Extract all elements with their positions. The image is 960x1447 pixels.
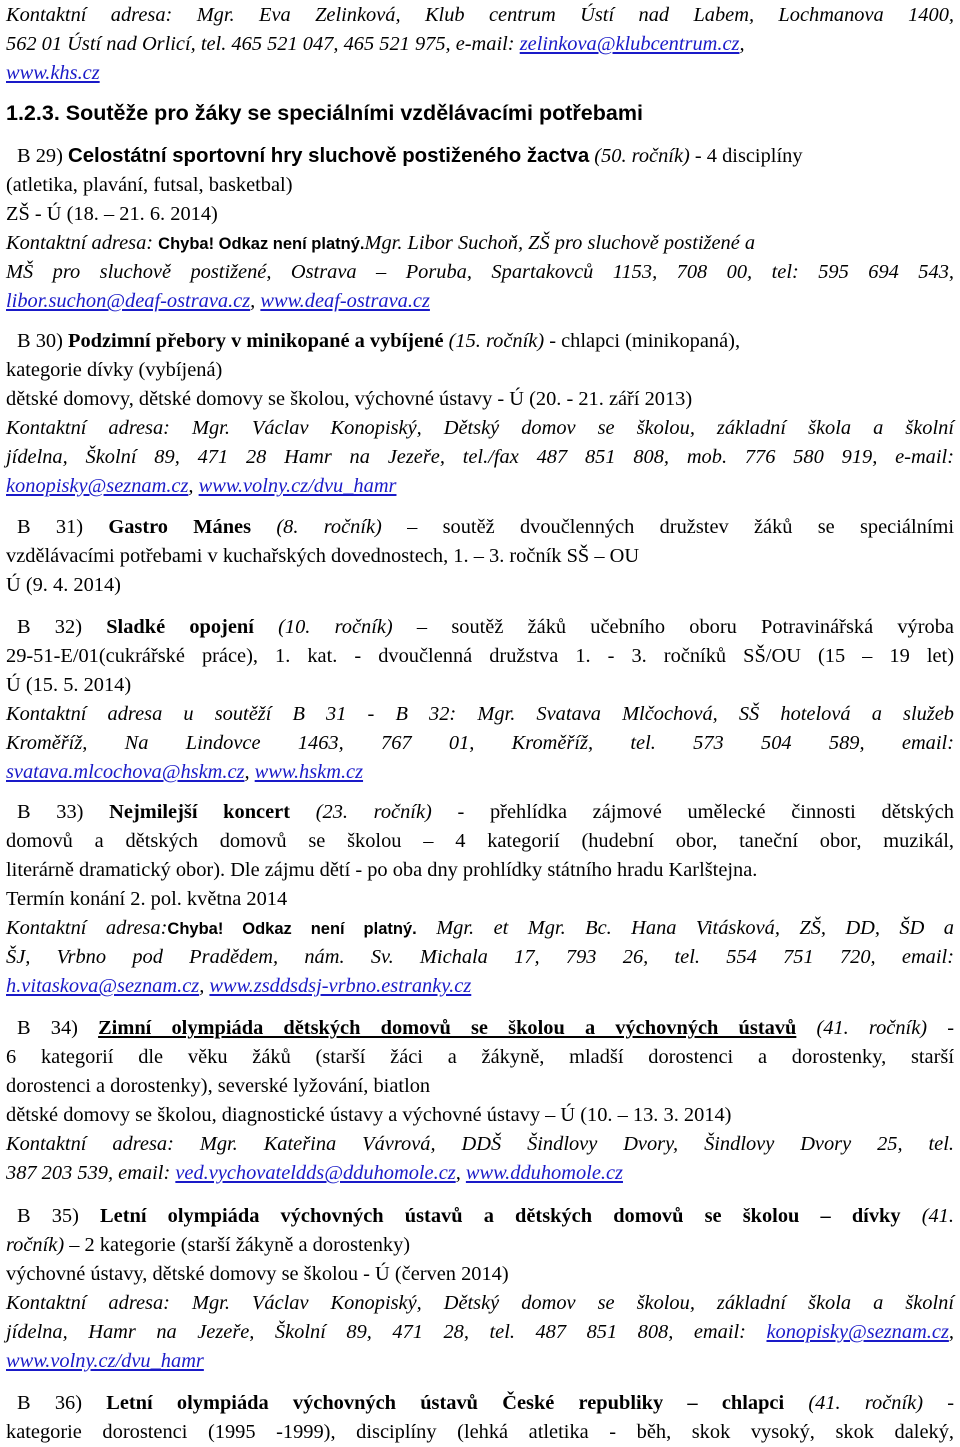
b35-line-2: ročník) – 2 kategorie (starší žákyně a dorostenky) [6,1234,411,1256]
b32-title: Sladké opojení [106,616,254,638]
b29-line-3: ZŠ - Ú (18. – 21. 6. 2014) [6,203,218,225]
top-email-link[interactable]: zelinkova@klubcentrum.cz [519,33,740,55]
b33-web-link[interactable]: www.zsddsdsj-vrbno.estranky.cz [209,975,472,997]
b34-contact-1: Kontaktní adresa: Mgr. Kateřina Vávrová, DDŠ Šindlovy Dvory, Šindlovy Dvory 25, tel. [6,1133,954,1155]
b33-contact-3: h.vitaskova@seznam.cz, www.zsddsdsj-vrbno.estranky.cz [6,975,472,997]
b34-contact-2: 387 203 539, email: ved.vychovateldds@dduhomole.cz, www.dduhomole.cz [6,1162,623,1184]
b34-email-link[interactable]: ved.vychovateldds@dduhomole.cz [175,1162,456,1184]
b31-line-2: vzdělávacími potřebami v kuchařských dovednostech, 1. – 3. ročník SŠ – OU [6,545,640,567]
b35-contact-2: jídelna, Hamr na Jezeře, Školní 89, 471 28, tel. 487 851 808, email: konopisky@seznam.cz, [6,1321,954,1343]
b33-error-text: Chyba! Odkaz není platný. [167,920,417,938]
b32-line-3: Ú (15. 5. 2014) [6,674,132,696]
b36-line-2: kategorie dorostenci (1995 -1999), disciplíny (lehká atletika - běh, skok vysoký, skok daleký, [6,1421,954,1443]
b32-contact-2: Kroměříž, Na Lindovce 1463, 767 01, Kroměříž, tel. 573 504 589, email: [6,732,954,754]
b29-contact-3: libor.suchon@deaf-ostrava.cz, www.deaf-ostrava.cz [6,290,430,312]
section-number: 1.2.3. [6,101,60,125]
b33-contact-1: Kontaktní adresa:Chyba! Odkaz není platný. Mgr. et Mgr. Bc. Hana Vitásková, ZŠ, DD, ŠD a [6,917,954,939]
b30-title: Podzimní přebory v minikopané a vybíjené [67,330,444,352]
b35-line-3: výchovné ústavy, dětské domovy se školou - Ú (červen 2014) [6,1263,509,1285]
b33-contact-2: ŠJ, Vrbno pod Pradědem, nám. Sv. Michala 17, 793 26, tel. 554 751 720, email: [6,946,954,968]
b36-title: Letní olympiáda výchovných ústavů České republiky – chlapci [106,1392,785,1414]
b31-title: Gastro Mánes [108,516,252,538]
b29-contact-2: MŠ pro sluchově postižené, Ostrava – Poruba, Spartakovců 1153, 708 00, tel: 595 694 543, [6,261,954,283]
b29-line-2: (atletika, plavání, futsal, basketbal) [6,174,293,196]
b30-line-3: dětské domovy, dětské domovy se školou, výchovné ústavy - Ú (20. - 21. září 2013) [6,388,693,410]
b36-heading: B 36) Letní olympiáda výchovných ústavů České republiky – chlapci (41. ročník) - [17,1392,954,1414]
b32-email-link[interactable]: svatava.mlcochova@hskm.cz [6,761,245,783]
b29-error-text: Chyba! Odkaz není platný. [158,235,365,253]
section-heading [6,99,954,128]
b33-line-4: Termín konání 2. pol. května 2014 [6,888,288,910]
b30-email-link[interactable]: konopisky@seznam.cz [6,475,189,497]
b33-email-link[interactable]: h.vitaskova@seznam.cz [6,975,200,997]
top-web-link[interactable]: www.khs.cz [6,62,100,84]
b32-web-link[interactable]: www.hskm.cz [254,761,364,783]
b30-line-2: kategorie dívky (vybíjená) [6,359,223,381]
b29-email-link[interactable]: libor.suchon@deaf-ostrava.cz [6,290,251,312]
b30-heading: B 30) Podzimní přebory v minikopané a vybíjené (15. ročník) - chlapci (minikopaná), [17,330,741,352]
section-title: Soutěže pro žáky se speciálními vzdělávacími potřebami [65,101,643,125]
b32-contact-1: Kontaktní adresa u soutěží B 31 - B 32: Mgr. Svatava Mlčochová, SŠ hotelová a služeb [6,703,954,725]
b30-web-link[interactable]: www.volny.cz/dvu_hamr [198,475,397,497]
b31-line-3: Ú (9. 4. 2014) [6,574,121,596]
b29-heading: B 29) Celostátní sportovní hry sluchově postiženého žactva (50. ročník) - 4 disciplíny [17,145,803,167]
b35-web-link[interactable]: www.volny.cz/dvu_hamr [6,1350,204,1372]
b35-email-link[interactable]: konopisky@seznam.cz [766,1321,949,1343]
b32-heading: B 32) Sladké opojení (10. ročník) – soutěž žáků učebního oboru Potravinářská výroba [17,616,954,638]
top-contact-line-1: Kontaktní adresa: Mgr. Eva Zelinková, Klub centrum Ústí nad Labem, Lochmanova 1400, [6,4,954,26]
b32-contact-3: svatava.mlcochova@hskm.cz, www.hskm.cz [6,761,364,783]
b34-title: Zimní olympiáda dětských domovů se školou a výchovných ústavů [98,1017,797,1039]
b34-web-link[interactable]: www.dduhomole.cz [465,1162,623,1184]
b35-title: Letní olympiáda výchovných ústavů a dětských domovů se školou – dívky [100,1205,901,1227]
b33-title: Nejmilejší koncert [109,801,291,823]
b29-contact-1: Kontaktní adresa: Chyba! Odkaz není platný.Mgr. Libor Suchoň, ZŠ pro sluchově postižené a [6,232,756,254]
b29-title: Celostátní sportovní hry sluchově postiženého žactva [67,145,590,167]
b35-contact-1: Kontaktní adresa: Mgr. Václav Konopiský, Dětský domov se školou, základní škola a školní [6,1292,954,1314]
b35-contact-3 [6,1347,954,1376]
b34-line-4: dětské domovy se školou, diagnostické ústavy a výchovné ústavy – Ú (10. – 13. 3. 2014) [6,1104,732,1126]
top-contact-line-2: 562 01 Ústí nad Orlicí, tel. 465 521 047, 465 521 975, e-mail: zelinkova@klubcentrum.cz, [6,33,745,55]
b30-contact-1: Kontaktní adresa: Mgr. Václav Konopiský, Dětský domov se školou, základní škola a školní [6,417,954,439]
b30-contact-3: konopisky@seznam.cz, www.volny.cz/dvu_hamr [6,475,397,497]
b34-line-2: 6 kategorií dle věku žáků (starší žáci a žákyně, mladší dorostenci a dorostenky, starší [6,1046,954,1068]
b34-line-3: dorostenci a dorostenky), severské lyžování, biatlon [6,1075,431,1097]
b33-line-3: literárně dramatický obor). Dle zájmu dětí - po oba dny prohlídky státního hradu Karlštejna. [6,859,758,881]
b29-web-link[interactable]: www.deaf-ostrava.cz [260,290,430,312]
b35-heading: B 35) Letní olympiáda výchovných ústavů a dětských domovů se školou – dívky (41. [17,1205,954,1227]
b31-heading: B 31) Gastro Mánes (8. ročník) – soutěž dvoučlenných družstev žáků se speciálními [17,516,954,538]
b34-heading: B 34) Zimní olympiáda dětských domovů se školou a výchovných ústavů (41. ročník) - [17,1017,954,1039]
top-contact-line-3 [6,59,954,88]
b33-heading: B 33) Nejmilejší koncert (23. ročník) - přehlídka zájmové umělecké činnosti dětských [17,801,954,823]
b30-contact-2: jídelna, Školní 89, 471 28 Hamr na Jezeře, tel./fax 487 851 808, mob. 776 580 919, e-mail: [6,446,954,468]
b33-line-2: domovů a dětských domovů se školou – 4 kategorií (hudební obor, taneční obor, muzikál, [6,830,954,852]
b32-line-2: 29-51-E/01(cukrářské práce), 1. kat. - dvoučlenná družstva 1. - 3. ročníků SŠ/OU (15 – 19 let) [6,645,954,667]
